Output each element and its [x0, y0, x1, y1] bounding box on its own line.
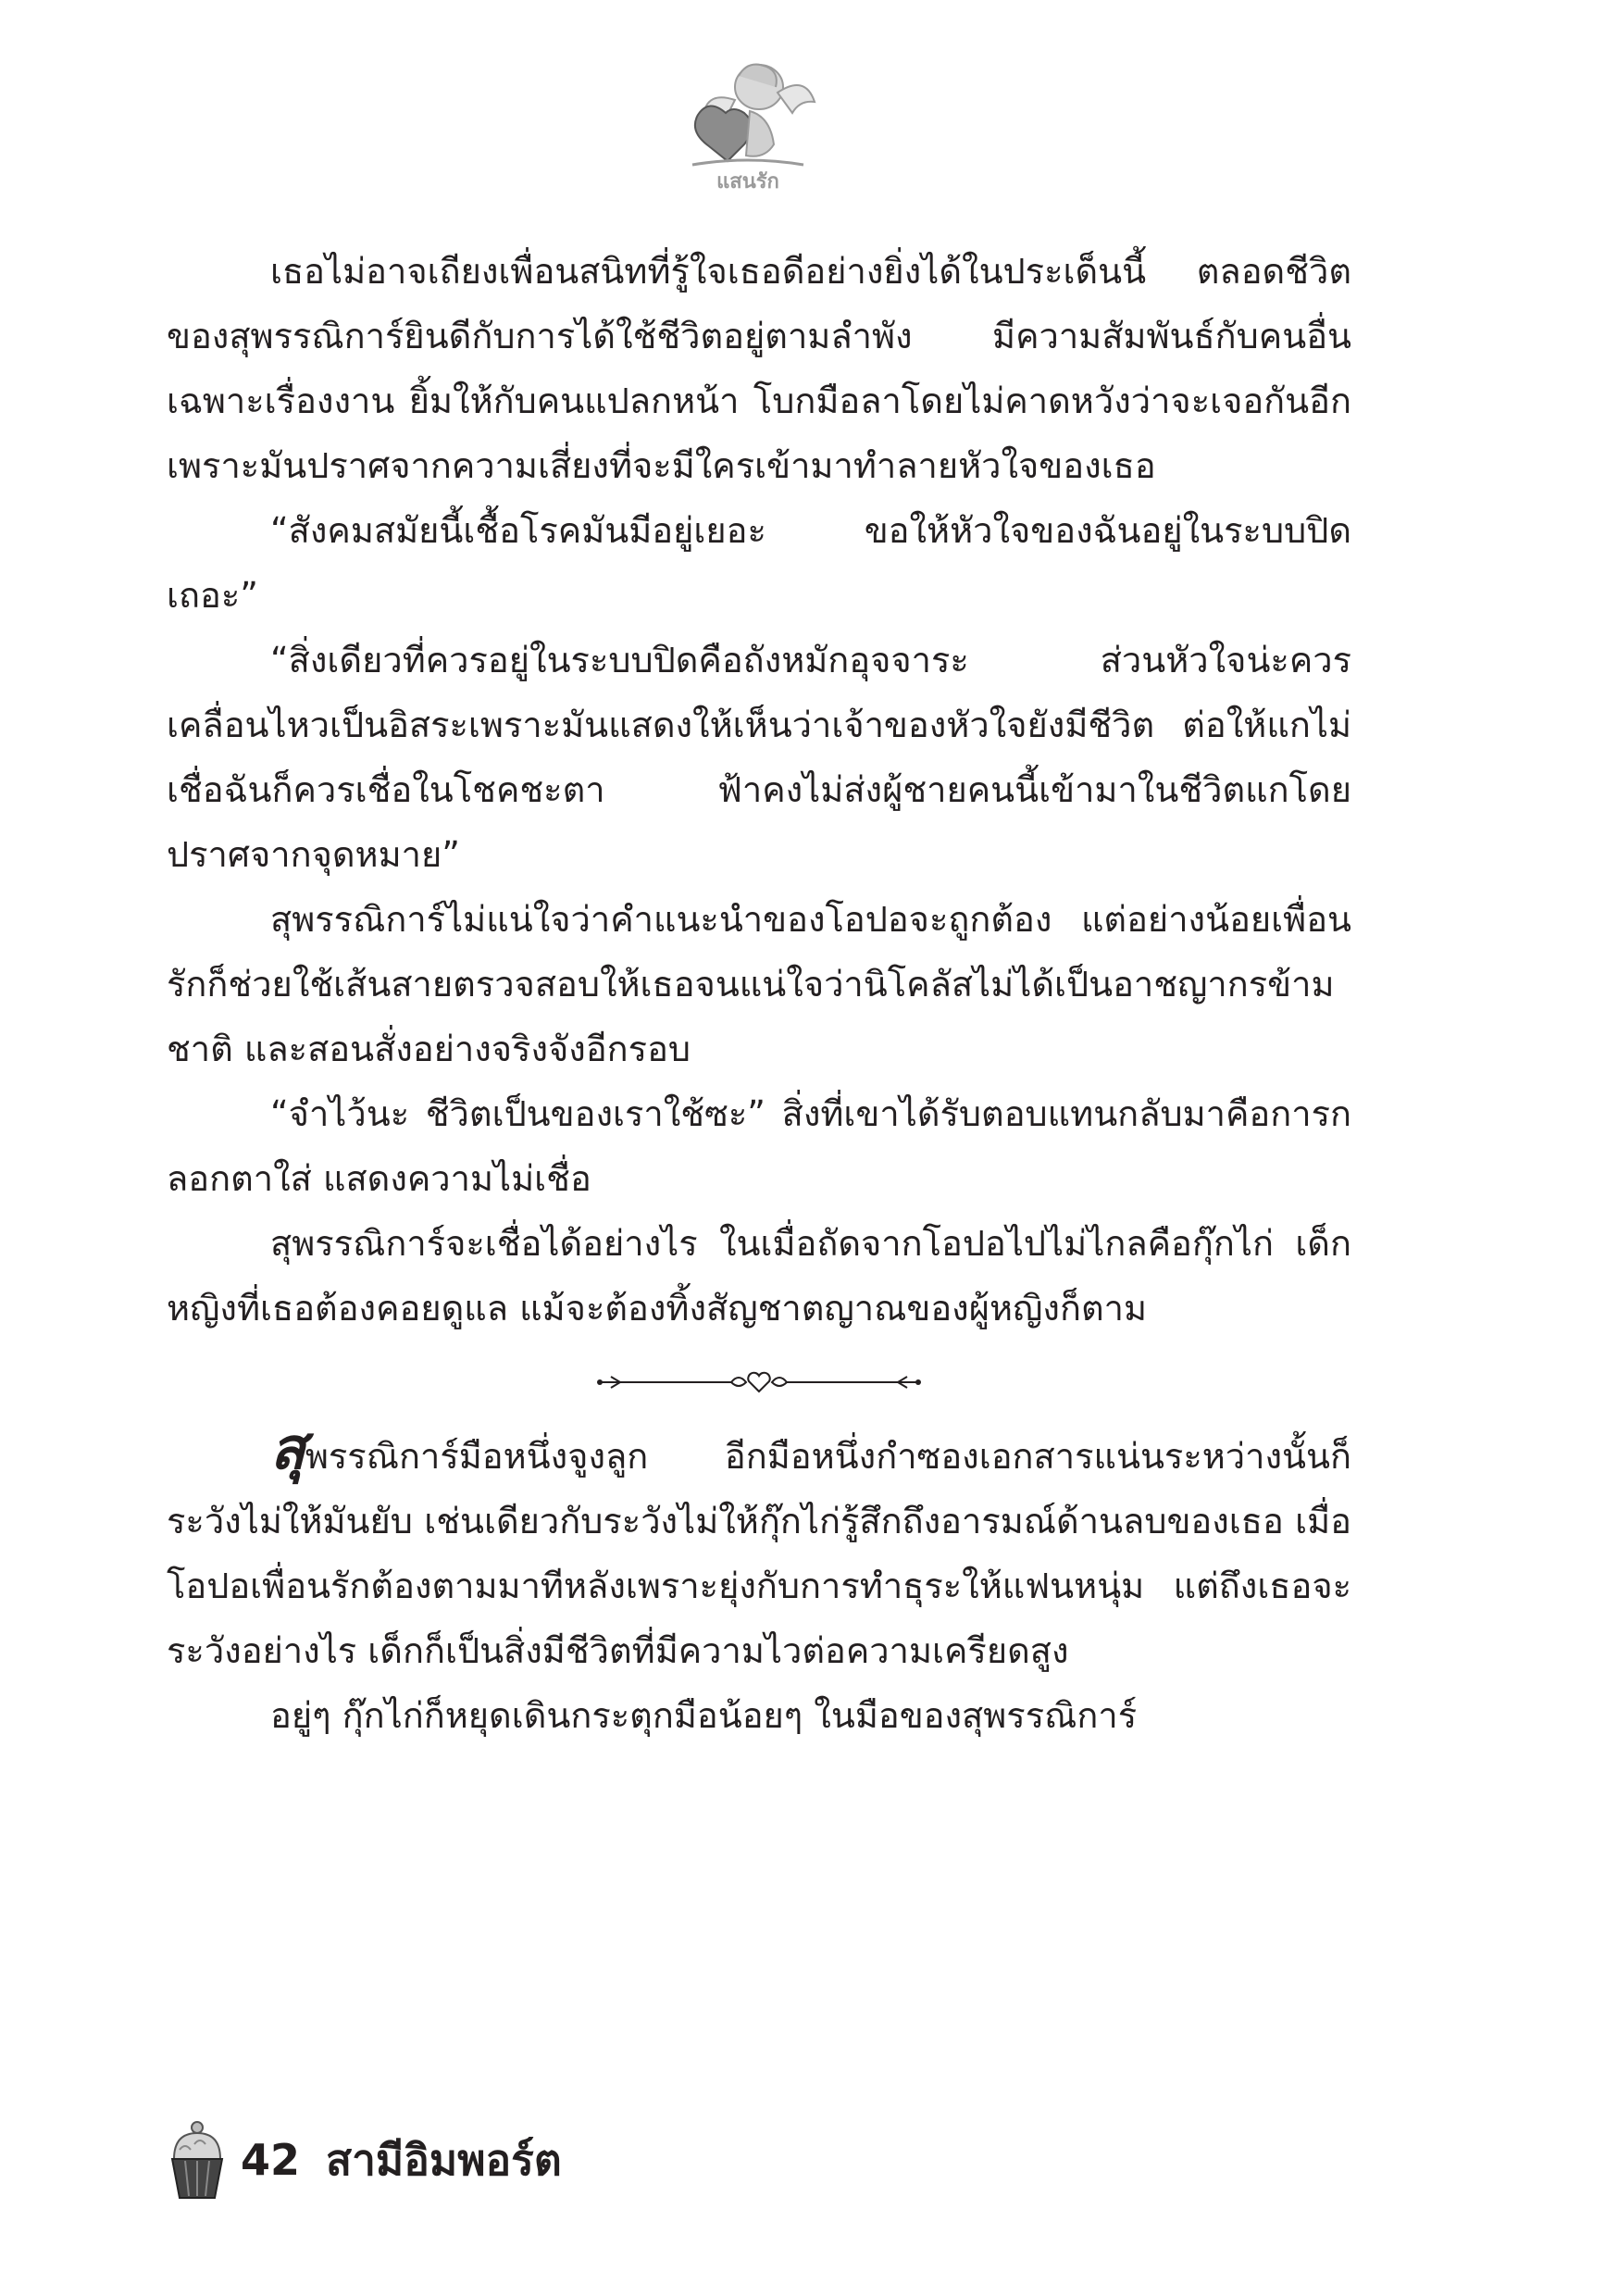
paragraph-text: พรรณิการ์มือหนึ่งจูงลูก อีกมือหนึ่งกำซองเอกสารแน่นระหว่างนั้นก็ระวังไม่ให้มันยับ เช่นเดียวกับระวังไม่ให้กุ๊กไก่รู้สึกถึงอารมณ์ด้านลบของเธอ เมื่อโอปอเพื่อนรักต้องตามมาทีหลังเพราะยุ่งกับการทำธุระให้แฟนหนุ่ม แต่ถึงเธอจะระวังอย่างไร เด็กก็เป็นสิ่งมีชีวิตที่มีความไวต่อความเครียดสูง [167, 1436, 1351, 1671]
paragraph-dropcap [167, 1415, 1351, 1683]
publisher-logo [674, 56, 822, 194]
paragraph: “สังคมสมัยนี้เชื้อโรคมันมีอยู่เยอะ ขอให้หัวใจของฉันอยู่ในระบบปิดเถอะ” [167, 510, 1351, 616]
paragraph: เธอไม่อาจเถียงเพื่อนสนิทที่รู้ใจเธอดีอย่างยิ่งได้ในประเด็นนี้ ตลอดชีวิตของสุพรรณิการ์ยินดีกับการได้ใช้ชีวิตอยู่ตามลำพัง มีความสัมพันธ์กับคนอื่นเฉพาะเรื่องงาน ยิ้มให้กับคนแปลกหน้า โบกมือลาโดยไม่คาดหวังว่าจะเจอกันอีก เพราะมันปราศจากความเสี่ยงที่จะมีใครเข้ามาทำลายหัวใจของเธอ [167, 251, 1351, 486]
drop-cap: สุ [270, 1415, 305, 1482]
paragraph: สุพรรณิการ์จะเชื่อได้อย่างไร ในเมื่อถัดจากโอปอไปไม่ไกลคือกุ๊กไก่ เด็กหญิงที่เธอต้องคอยดูแล แม้จะต้องทิ้งสัญชาตญาณของผู้หญิงก็ตาม [167, 1223, 1351, 1329]
paragraph: “สิ่งเดียวที่ควรอยู่ในระบบปิดคือถังหมักอุจจาระ ส่วนหัวใจน่ะควรเคลื่อนไหวเป็นอิสระเพราะมันแสดงให้เห็นว่าเจ้าของหัวใจยังมีชีวิต ต่อให้แกไม่เชื่อฉันก็ควรเชื่อในโชคชะตา ฟ้าคงไม่ส่งผู้ชายคนนี้เข้ามาในชีวิตแกโดยปราศจากจุดหมาย” [167, 640, 1351, 875]
cupcake-icon [167, 2118, 228, 2202]
page-footer [167, 2114, 562, 2206]
page-number: 42 [241, 2135, 301, 2185]
paragraph: อยู่ๆ กุ๊กไก่ก็หยุดเดินกระตุกมือน้อยๆ ในมือของสุพรรณิการ์ [270, 1695, 1138, 1736]
book-title: สามีอิมพอร์ต [326, 2134, 562, 2185]
paragraph: สุพรรณิการ์ไม่แน่ใจว่าคำแนะนำของโอปอจะถูกต้อง แต่อย่างน้อยเพื่อนรักก็ช่วยใช้เส้นสายตรวจสอบให้เธอจนแน่ใจว่านิโคลัสไม่ได้เป็นอาชญากรข้ามชาติ และสอนสั่งอย่างจริงจังอีกรอบ [167, 899, 1351, 1069]
logo-text: แสนรัก [716, 170, 779, 193]
paragraph: “จำไว้นะ ชีวิตเป็นของเราใช้ซะ” สิ่งที่เขาได้รับตอบแทนกลับมาคือการกลอกตาใส่ แสดงความไม่เชื่อ [167, 1093, 1351, 1199]
section-divider [167, 1341, 1351, 1424]
page-content [167, 239, 1351, 1748]
heart-ornament-icon [592, 1364, 926, 1401]
